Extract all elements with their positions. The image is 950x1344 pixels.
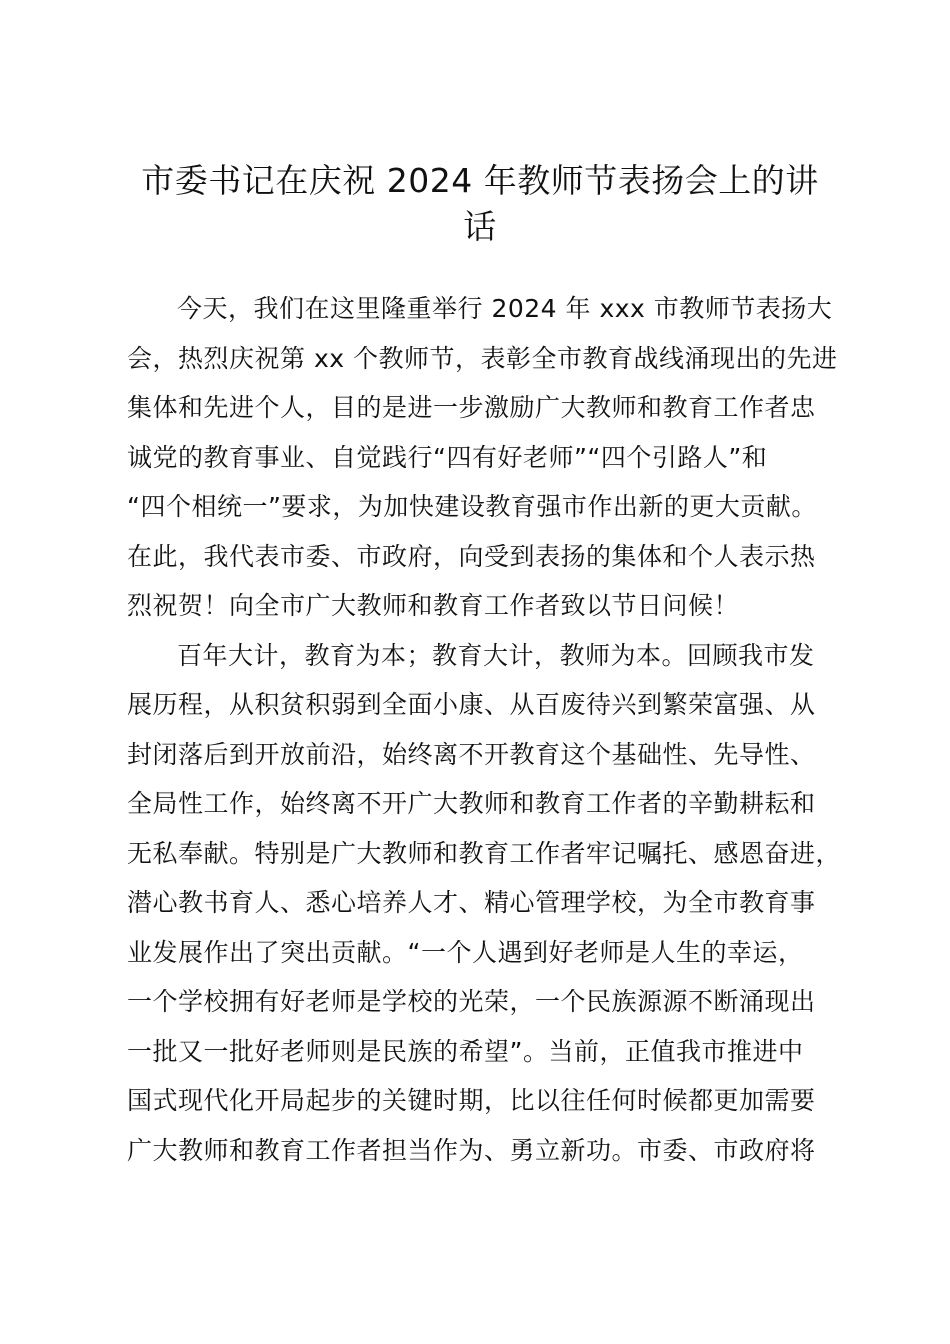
paragraph-2-line: 封闭落后到开放前沿，始终离不开教育这个基础性、先导性、 [127,739,816,769]
paragraph-1-line: 诚党的教育事业、自觉践行“四有好老师”“四个引路人”和 [127,442,768,472]
paragraph-1-line: “四个相统一”要求，为加快建设教育强市作出新的更大贡献。 [127,492,817,521]
paragraph-2-line: 一批又一批好老师则是民族的希望”。当前，正值我市推进中 [127,1036,804,1066]
title-line-2: 话 [463,207,497,246]
paragraph-2-line: 百年大计，教育为本；教育大计，教师为本。回顾我市发 [177,640,815,670]
paragraph-2-line: 展历程，从积贫积弱到全面小康、从百废待兴到繁荣富强、从 [127,690,816,719]
title-line-1: 市委书记在庆祝 2024 年教师节表扬会上的讲 [141,161,819,200]
paragraph-2-line: 一个学校拥有好老师是学校的光荣，一个民族源源不断涌现出 [127,987,816,1016]
paragraph-1-line: 在此，我代表市委、市政府，向受到表扬的集体和个人表示热 [127,541,816,571]
paragraph-2-line: 全局性工作，始终离不开广大教师和教育工作者的辛勤耕耘和 [127,789,816,818]
document-body [127,284,842,1175]
paragraph-1-line: 集体和先进个人，目的是进一步激励广大教师和教育工作者忠 [127,393,816,422]
paragraph-2-line: 国式现代化开局起步的关键时期，比以往任何时候都更加需要 [127,1086,816,1115]
paragraph-2-line: 无私奉献。特别是广大教师和教育工作者牢记嘱托、感恩奋进， [127,838,842,868]
paragraph-2-line: 潜心教书育人、悉心培养人才、精心管理学校，为全市教育事 [127,888,816,917]
paragraph-1-line: 烈祝贺！向全市广大教师和教育工作者致以节日问候！ [127,591,740,620]
document-title [120,158,840,250]
paragraph-2-line: 业发展作出了突出贡献。“一个人遇到好老师是人生的幸运， [127,937,804,967]
paragraph-1-line: 会，热烈庆祝第 xx 个教师节，表彰全市教育战线涌现出的先进 [127,343,838,373]
paragraph-2-line: 广大教师和教育工作者担当作为、勇立新功。市委、市政府将 [127,1135,816,1165]
paragraph-1-line: 今天，我们在这里隆重举行 2024 年 xxx 市教师节表扬大 [177,294,833,323]
